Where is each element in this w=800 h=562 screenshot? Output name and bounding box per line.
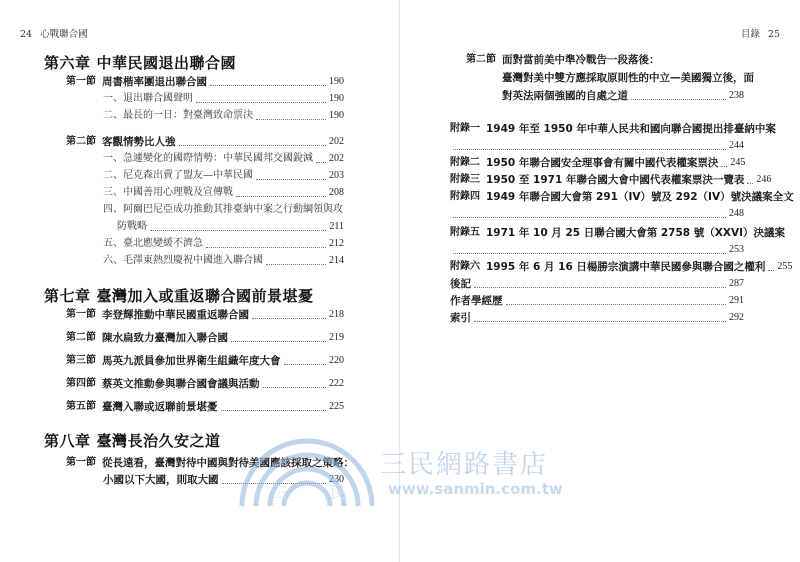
page-ref: 245 [730, 157, 746, 168]
chapter-title: 中華民國退出聯合國 [96, 54, 237, 72]
toc-entry[interactable] [450, 259, 793, 275]
toc-entry[interactable] [103, 236, 344, 252]
page-number: 24 [20, 29, 33, 40]
watermark-text: 三民網路書店 [380, 450, 549, 480]
entry-title: 李登輝推動中華民國重返聯合國 [102, 309, 249, 321]
toc-entry[interactable] [502, 88, 744, 104]
right-page [400, 0, 800, 562]
chapter-number: 第八章 [44, 432, 91, 450]
dot-leader [263, 387, 327, 388]
appendix-label: 附錄二 [450, 157, 480, 168]
section-label: 第二節 [66, 332, 96, 343]
right-running-header [733, 26, 780, 40]
page-ref: 212 [329, 238, 344, 249]
dot-leader [236, 196, 326, 197]
page-ref: 211 [329, 221, 344, 232]
dot-leader [721, 166, 727, 167]
dot-leader [206, 247, 326, 248]
entry-title: 臺灣入聯或返聯前景堪憂 [102, 401, 218, 413]
running-title: 心戰聯合國 [40, 29, 88, 40]
toc-entry[interactable] [103, 91, 344, 107]
section-label: 第一節 [66, 309, 96, 320]
page-ref: 214 [329, 255, 344, 266]
page-ref: 218 [329, 309, 344, 320]
entry-title: 四、阿爾巴尼亞成功推動其排臺納中案之行動綱領與攻 [103, 204, 343, 215]
chapter-heading [44, 285, 314, 306]
entry-title: 六、毛澤東熱烈慶祝中國進入聯合國 [103, 255, 263, 266]
appendix-label: 附錄六 [450, 261, 480, 272]
entry-title: 1949 年至 1950 年中華人民共和國向聯合國提出排臺納中案 [486, 123, 776, 135]
toc-entry-leader[interactable] [450, 242, 744, 258]
page-ref: 230 [329, 474, 344, 485]
page-ref: 246 [756, 174, 772, 185]
toc-entry[interactable] [66, 74, 344, 90]
toc-entry[interactable] [66, 376, 344, 392]
section-label: 第二節 [66, 136, 96, 147]
dot-leader [256, 179, 326, 180]
toc-entry[interactable] [117, 219, 344, 235]
page-ref: 203 [329, 170, 344, 181]
dot-leader [222, 483, 327, 484]
toc-entry[interactable] [66, 134, 344, 150]
page-ref: 225 [329, 401, 344, 412]
left-running-header [20, 26, 96, 40]
chapter-number: 第六章 [44, 54, 91, 72]
entry-title: 索引 [450, 312, 471, 324]
toc-entry[interactable] [103, 151, 344, 167]
entry-title: 1995 年 6 月 16 日楊勝宗演講中華民國參與聯合國之權利 [486, 261, 766, 273]
entry-title: 客觀情勢比人強 [102, 136, 176, 148]
toc-entry[interactable] [450, 310, 744, 326]
dot-leader [768, 270, 774, 271]
page-ref: 238 [729, 90, 744, 101]
dot-leader [453, 217, 726, 218]
toc-entry[interactable] [103, 253, 344, 269]
toc-entry[interactable] [66, 353, 344, 369]
dot-leader [150, 230, 326, 231]
entry-title: 三、中國善用心理戰及宣傳戰 [103, 187, 233, 198]
section-label: 第二節 [466, 54, 496, 65]
section-label: 第四節 [66, 378, 96, 389]
chapter-heading [44, 430, 221, 451]
dot-leader [453, 149, 726, 150]
section-label: 第三節 [66, 355, 96, 366]
entry-title-continuation: 臺灣對美中雙方應採取原則性的中立—美國獨立後，面 [502, 72, 754, 84]
chapter-title: 臺灣加入或重返聯合國前景堪憂 [96, 287, 314, 305]
page-ref: 253 [729, 244, 744, 255]
dot-leader [196, 102, 326, 103]
toc-entry[interactable] [450, 189, 794, 205]
page-ref: 220 [329, 355, 344, 366]
entry-title: 周書楷率團退出聯合國 [102, 76, 207, 88]
entry-title: 蔡英文推動參與聯合國會議與活動 [102, 378, 260, 390]
dot-leader [252, 318, 326, 319]
toc-entry[interactable] [103, 472, 344, 488]
appendix-label: 附錄一 [450, 123, 480, 134]
running-title: 目錄 [740, 29, 760, 40]
chapter-number: 第七章 [44, 287, 91, 305]
dot-leader [747, 183, 753, 184]
toc-entry[interactable] [66, 307, 344, 323]
entry-title: 1950 至 1971 年聯合國大會中國代表權案票決一覽表 [486, 174, 745, 186]
watermark-url: www.sanmin.com.tw [388, 480, 563, 498]
page-ref: 291 [729, 295, 744, 306]
entry-title-continuation: 對英法兩個強國的自處之道 [502, 90, 628, 102]
entry-title: 一、退出聯合國聲明 [103, 93, 193, 104]
entry-title: 陳水扁致力臺灣加入聯合國 [102, 332, 228, 344]
toc-entry[interactable] [450, 172, 772, 188]
page-ref: 222 [329, 378, 344, 389]
page-ref: 255 [777, 261, 793, 272]
entry-title: 二、最長的一日：對臺灣致命票決 [103, 110, 253, 121]
dot-leader [316, 162, 326, 163]
toc-entry[interactable] [450, 225, 785, 241]
toc-entry[interactable] [450, 276, 744, 292]
dot-leader [256, 119, 326, 120]
entry-title: 1950 年聯合國安全理事會有關中國代表權案票決 [486, 157, 719, 169]
toc-entry[interactable] [450, 293, 744, 309]
page-ref: 219 [329, 332, 344, 343]
page-number: 25 [767, 29, 780, 40]
toc-entry[interactable] [66, 455, 356, 471]
toc-entry[interactable] [466, 52, 756, 68]
toc-entry-leader[interactable] [450, 206, 744, 222]
entry-title: 從長遠看，臺灣對待中國與對待美國應該採取之策略： [102, 457, 354, 469]
toc-entry[interactable] [450, 155, 744, 171]
entry-title: 五、臺北應變緩不濟急 [103, 238, 203, 249]
dot-leader [179, 145, 327, 146]
page-ref: 190 [329, 110, 344, 121]
section-label: 第五節 [66, 401, 96, 412]
dot-leader [474, 321, 726, 322]
toc-entry[interactable] [103, 108, 344, 124]
appendix-label: 附錄四 [450, 191, 480, 202]
dot-leader [474, 287, 726, 288]
entry-title: 1971 年 10 月 25 日聯合國大會第 2758 號（XXVI）決議案 [486, 227, 785, 239]
entry-title: 作者學經歷 [450, 295, 503, 307]
dot-leader [506, 304, 727, 305]
section-label: 第一節 [66, 76, 96, 87]
entry-title: 一、急遽變化的國際情勢：中華民國邦交國銳減 [103, 153, 313, 164]
dot-leader [231, 341, 326, 342]
dot-leader [453, 253, 726, 254]
toc-entry[interactable] [66, 330, 344, 346]
entry-title: 馬英九派員參加世界衛生組織年度大會 [102, 355, 281, 367]
toc-entry[interactable] [103, 168, 344, 184]
page-ref: 248 [729, 208, 744, 219]
page-ref: 244 [729, 140, 744, 151]
toc-entry[interactable] [103, 185, 344, 201]
entry-title: 後記 [450, 278, 471, 290]
chapter-heading [44, 52, 236, 73]
page-ref: 190 [329, 76, 344, 87]
dot-leader [284, 364, 327, 365]
dot-leader [210, 85, 326, 86]
entry-title: 面對當前美中準冷戰告一段落後： [502, 54, 660, 66]
section-label: 第一節 [66, 457, 96, 468]
page-ref: 202 [329, 153, 344, 164]
page-ref: 287 [729, 278, 744, 289]
page-ref: 208 [329, 187, 344, 198]
page-ref: 190 [329, 93, 344, 104]
toc-entry-leader[interactable] [450, 138, 744, 154]
toc-entry[interactable] [66, 399, 344, 415]
dot-leader [221, 410, 327, 411]
entry-title-continuation: 防戰略 [117, 221, 147, 232]
dot-leader [631, 99, 726, 100]
page-ref: 292 [729, 312, 744, 323]
toc-entry[interactable] [450, 121, 776, 137]
appendix-label: 附錄五 [450, 227, 480, 238]
entry-title: 1949 年聯合國大會第 291（IV）號及 292（IV）號決議案全文 [486, 191, 794, 203]
chapter-title: 臺灣長治久安之道 [96, 432, 221, 450]
entry-title: 二、尼克森出賣了盟友—中華民國 [103, 170, 253, 181]
page-ref: 202 [329, 136, 344, 147]
appendix-label: 附錄三 [450, 174, 480, 185]
logo-char: 民 [330, 483, 347, 502]
dot-leader [266, 264, 326, 265]
entry-title-continuation: 小國以下大國，則取大國 [103, 474, 219, 486]
logo-char: 三 [272, 483, 289, 502]
